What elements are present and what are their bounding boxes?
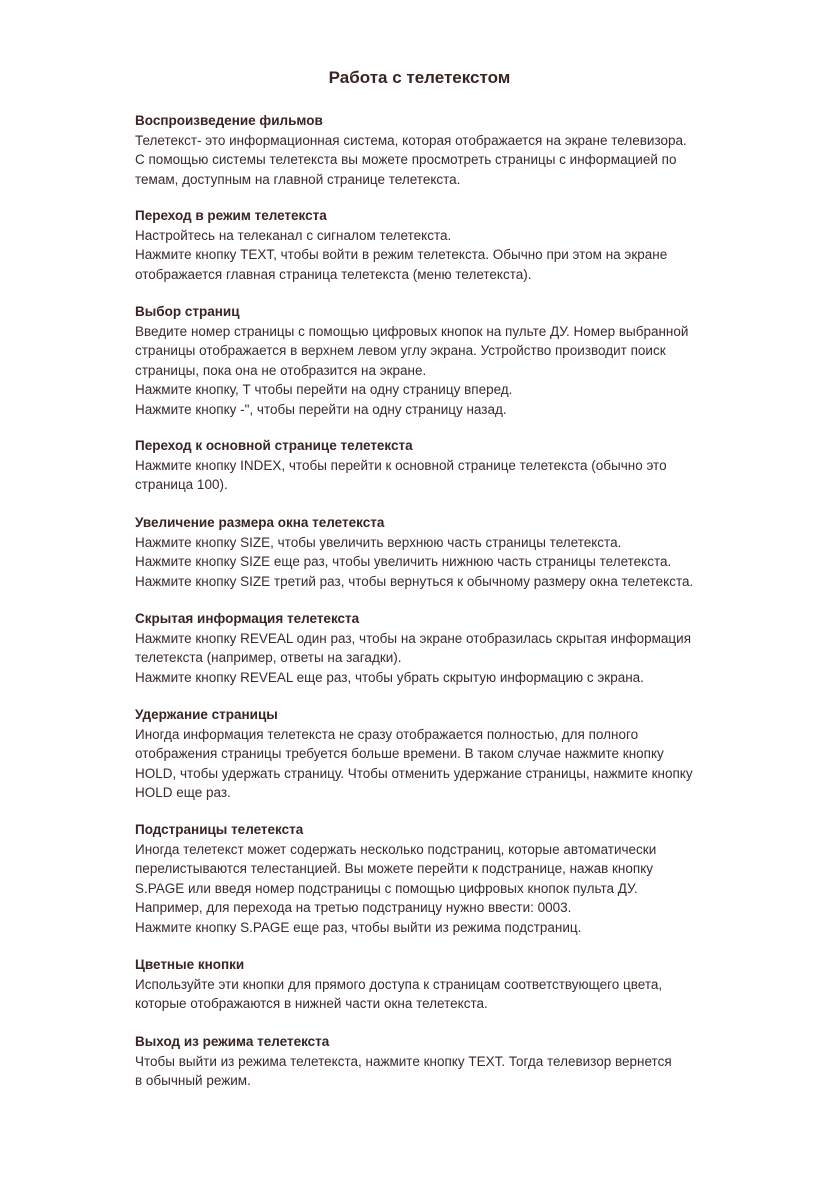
section-text-line: Чтобы выйти из режима телетекста, нажмите кнопку TEXT. Тогда телевизор вернется [135, 1053, 672, 1069]
section-exit-teletext [135, 1032, 735, 1091]
section-text-line: S.PAGE или введя номер подстраницы с помощью цифровых кнопок пульта ДУ. [135, 880, 638, 896]
section-text-line: страница 100). [135, 477, 228, 492]
section-text-line: телетекста (например, ответы на загадки). [135, 650, 402, 665]
section-text-line: HOLD, чтобы удержать страницу. Чтобы отменить удержание страницы, нажмите кнопку [135, 765, 693, 781]
section-heading: Переход к основной странице телетекста [135, 438, 413, 453]
section-heading: Выход из режима телетекста [135, 1034, 330, 1049]
section-subpages [135, 820, 735, 937]
section-text-line: перелистываются телестанцией. Вы можете перейти к подстранице, нажав кнопку [135, 861, 654, 876]
section-heading: Подстраницы телетекста [135, 822, 304, 837]
section-text-line: Нажмите кнопку, Т чтобы перейти на одну страницу вперед. [135, 382, 513, 397]
section-text-line: отображается главная страница телетекста (меню телетекста). [135, 266, 532, 282]
section-heading: Увеличение размера окна телетекста [135, 515, 385, 530]
section-text-line: Нажмите кнопку INDEX, чтобы перейти к основной странице телетекста (обычно это [135, 457, 667, 473]
section-heading: Переход в режим телетекста [135, 208, 327, 223]
section-hidden-info [135, 609, 735, 687]
section-text-line: Используйте эти кнопки для прямого доступа к страницам соответствующего цвета, [135, 976, 663, 992]
section-text-line: Нажмите кнопку REVEAL один раз, чтобы на экране отобразилась скрытая информация [135, 630, 692, 646]
section-text-line: Введите номер страницы с помощью цифровых кнопок на пульте ДУ. Номер выбранной [135, 323, 689, 339]
section-text-line: Нажмите кнопку -", чтобы перейти на одну страницу назад. [135, 401, 507, 417]
section-text-line: Нажмите кнопку S.PAGE еще раз, чтобы выйти из режима подстраниц. [135, 919, 582, 935]
section-enter-teletext [135, 206, 735, 284]
section-text-line: Нажмите кнопку TEXT, чтобы войти в режим телетекста. Обычно при этом на экране [135, 247, 668, 262]
section-text-line: Нажмите кнопку REVEAL еще раз, чтобы убрать скрытую информацию с экрана. [135, 669, 644, 685]
section-heading: Выбор страниц [135, 304, 240, 319]
section-text-line: в обычный режим. [135, 1073, 251, 1088]
section-heading: Цветные кнопки [135, 957, 245, 972]
section-heading: Удержание страницы [135, 707, 278, 722]
section-text-line: страницы, пока она не отобразится на экране. [135, 362, 427, 378]
page-title: Работа с телетекстом [328, 68, 511, 87]
section-text-line: отображения страницы требуется больше времени. В таком случае нажмите кнопку [135, 746, 664, 761]
section-text-line: Иногда информация телетекста не сразу отображается полностью, для полного [135, 726, 639, 742]
section-text-line: Настройтесь на телеканал с сигналом телетекста. [135, 227, 452, 243]
section-text-line: которые отображаются в нижней части окна телетекста. [135, 996, 488, 1011]
section-color-buttons [135, 955, 735, 1014]
section-heading: Воспроизведение фильмов [135, 113, 323, 128]
section-text-line: Нажмите кнопку SIZE, чтобы увеличить верхнюю часть страницы телетекста. [135, 534, 622, 550]
section-text-line: страницы отображается в верхнем левом углу экрана. Устройство производит поиск [135, 343, 666, 358]
section-text-line: Нажмите кнопку SIZE третий раз, чтобы вернуться к обычному размеру окна телетекста. [135, 573, 694, 589]
section-text-line: Например, для перехода на третью подстраницу нужно ввести: 0003. [135, 900, 572, 915]
section-page-selection [135, 302, 735, 419]
section-index-page [135, 436, 735, 495]
section-text-line: Нажмите кнопку SIZE еще раз, чтобы увеличить нижнюю часть страницы телетекста. [135, 554, 672, 569]
section-window-size [135, 513, 735, 591]
section-heading: Скрытая информация телетекста [135, 611, 360, 626]
section-text-line: Иногда телетекст может содержать несколько подстраниц, которые автоматически [135, 841, 657, 857]
section-text-line: С помощью системы телетекста вы можете просмотреть страницы с информацией по [135, 152, 677, 167]
section-hold-page [135, 705, 735, 803]
section-movie-playback [135, 111, 735, 189]
section-text-line: HOLD еще раз. [135, 785, 231, 800]
section-text-line: темам, доступным на главной странице телетекста. [135, 171, 461, 187]
section-text-line: Телетекст- это информационная система, которая отображается на экране телевизора. [135, 132, 687, 148]
